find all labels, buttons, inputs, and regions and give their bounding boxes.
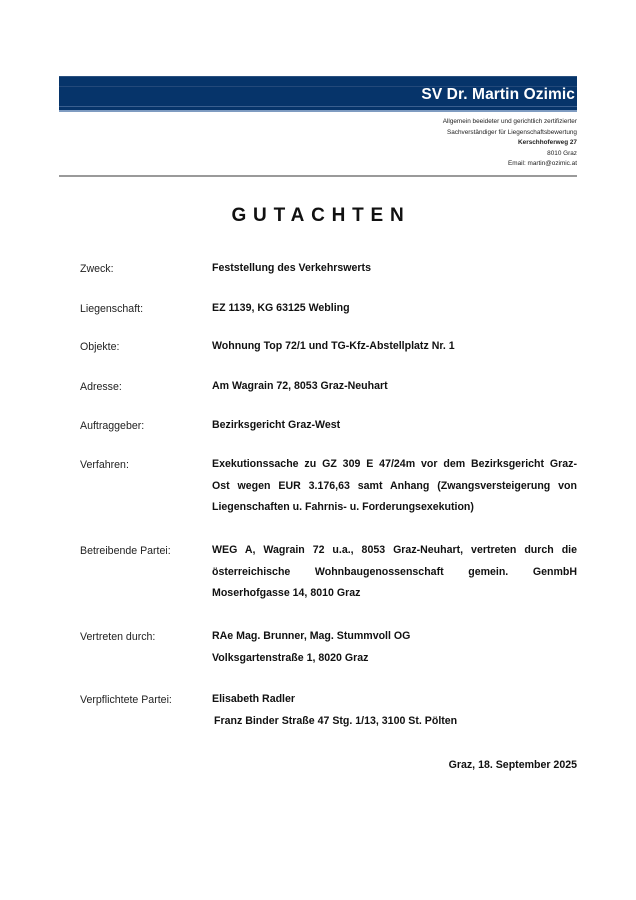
contact-email: Email: martin@ozimic.at [508,160,577,168]
contact-city: 8010 Graz [547,149,577,157]
qualification-line-2: Sachverständiger für Liegenschaftsbewertung [446,128,577,136]
field-label: Adresse: [80,381,122,393]
value-line: Volksgartenstraße 1, 8020 Graz [212,651,369,664]
value-line: Ost wegen EUR 3.176,63 samt Anhang (Zwangsversteigerung von [212,479,577,492]
qualification-line-1: Allgemein beeideter und gerichtlich zertifizierter [442,118,577,125]
document-title: GUTACHTEN [231,205,411,226]
contact-block [443,117,577,170]
field-value [212,689,577,732]
place-date: Graz, 18. September 2025 [448,759,577,771]
banner-stripe [59,106,577,107]
field-label: Betreibende Partei: [80,545,171,557]
field-label: Liegenschaft: [80,303,144,315]
header-separator [59,175,577,177]
value-line: WEG A, Wagrain 72 u.a., 8053 Graz-Neuhart, vertreten durch die [212,544,577,556]
value-line: Wohnung Top 72/1 und TG-Kfz-Abstellplatz Nr. 1 [212,340,455,352]
value-line: Am Wagrain 72, 8053 Graz-Neuhart [212,380,388,392]
value-line: EZ 1139, KG 63125 Webling [212,302,350,314]
field-value [212,258,577,280]
field-value [212,376,577,398]
value-line: Liegenschaften u. Fahrnis- u. Forderungsexekution) [212,501,474,513]
value-line: RAe Mag. Brunner, Mag. Stummvoll OG [212,630,411,642]
value-line: Elisabeth Radler [212,693,296,705]
field-value [212,415,577,437]
value-line: Feststellung des Verkehrswerts [212,262,371,274]
field-label: Objekte: [80,341,120,353]
field-value [212,298,577,320]
field-label: Zweck: [80,263,114,275]
value-line: Exekutionssache zu GZ 309 E 47/24m vor dem Bezirksgericht Graz- [212,458,577,470]
value-line: Franz Binder Straße 47 Stg. 1/13, 3100 St. Pölten [214,714,458,727]
field-value [212,336,577,358]
field-label: Verfahren: [80,459,129,471]
field-value [212,626,577,669]
field-value [212,454,577,519]
expert-name: SV Dr. Martin Ozimic [421,86,575,103]
field-label: Verpflichtete Partei: [80,694,172,706]
value-line: österreichische Wohnbaugenossenschaft gemein. GenmbH [212,565,577,578]
value-line: Moserhofgasse 14, 8010 Graz [212,587,361,599]
contact-street: Kerschhoferweg 27 [518,139,577,147]
field-label: Vertreten durch: [80,631,156,643]
header-banner [59,76,577,112]
field-label: Auftraggeber: [80,420,145,432]
value-line: Bezirksgericht Graz-West [212,419,341,431]
field-value [212,540,577,605]
